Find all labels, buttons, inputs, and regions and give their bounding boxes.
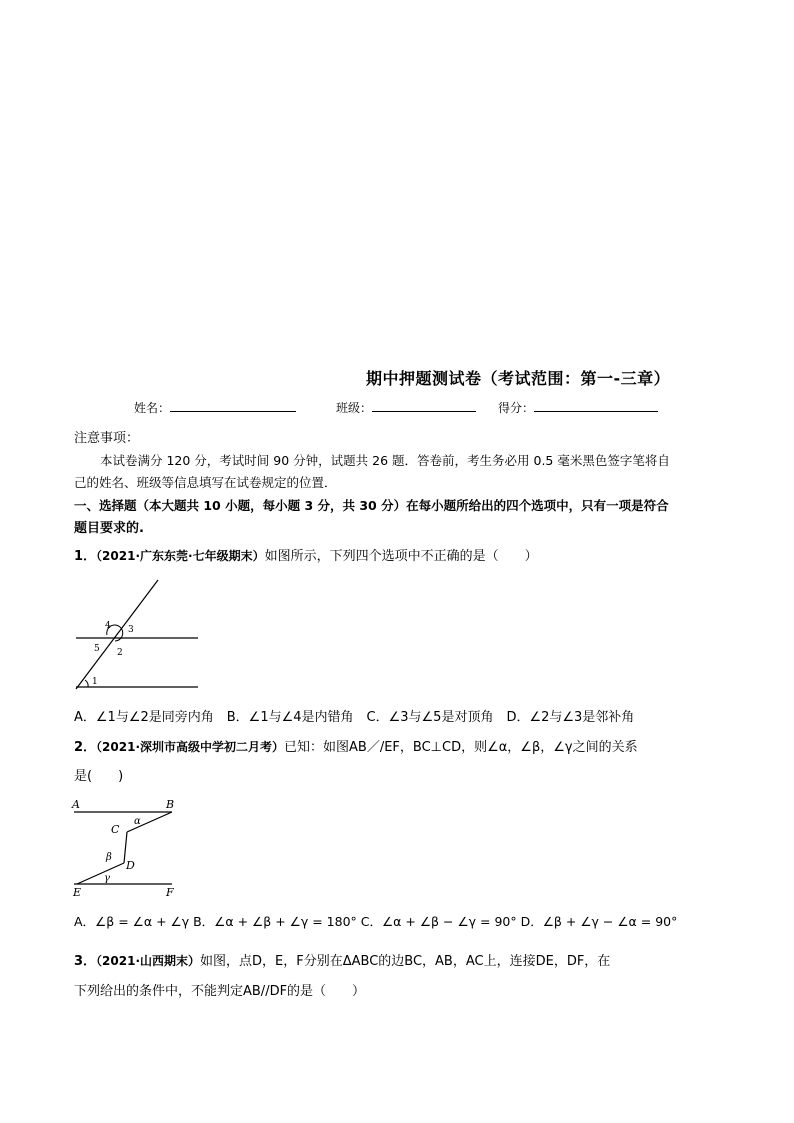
q2-segment-de [77,863,124,884]
q2-label-f: F [166,886,174,899]
name-label: 姓名： [134,401,171,415]
q2-label-d: D [126,859,135,872]
score-label: 得分： [498,401,535,415]
notice-heading: 注意事项： [74,431,140,446]
q2-label-gamma: γ [104,873,110,884]
class-blank[interactable] [372,399,476,412]
q2-label-b: B [166,798,175,811]
class-field[interactable] [336,399,476,416]
question-2-number: 2． [74,740,97,755]
question-2-text: 已知：如图AB／/EF，BC⊥CD，则∠α，∠β，∠γ之间的关系 [284,740,638,755]
exam-title: 期中押题测试卷（考试范围：第一-三章） [366,369,671,388]
notice-line-2: 己的姓名、班级等信息填写在试卷规定的位置． [74,475,337,490]
notice-line-1: 本试卷满分 120 分，考试时间 90 分钟，试题共 26 题．答卷前，考生务必用 0.5 毫米黑色签字笔将自 [100,453,670,468]
question-3-line-1 [74,950,610,973]
q2-label-alpha: α [134,816,141,827]
name-blank[interactable] [170,399,296,412]
section-heading-line-2: 题目要求的. [74,521,144,536]
question-2-line-2: 是( ) [74,769,124,784]
q2-label-c: C [111,823,120,836]
question-1 [74,545,538,568]
question-1-text: 如图所示，下列四个选项中不正确的是（ ） [264,549,538,564]
question-2-source: （2021·深圳市高级中学初二月考） [96,740,285,754]
question-2-line-1 [74,736,638,759]
q2-label-beta: β [106,852,112,863]
q1-label-5: 5 [94,644,100,654]
question-3-number: 3． [74,954,97,969]
question-2-options: A．∠β = ∠α + ∠γ B．∠α + ∠β + ∠γ = 180° C．∠α + ∠β − ∠γ = 90° D．∠β + ∠γ − ∠α = 90° [74,914,678,929]
q1-label-4: 4 [105,621,111,631]
question-1-source: （2021·广东东莞·七年级期末） [96,549,265,563]
q2-label-a: A [72,798,80,811]
q2-label-e: E [73,886,82,899]
question-2-figure [70,795,185,900]
question-3-source: （2021·山西期末） [96,954,201,968]
q1-label-1: 1 [92,677,98,687]
question-3-text: 如图，点D，E，F分别在ΔABC的边BC，AB，AC上，连接DE，DF，在 [200,954,611,969]
class-label: 班级： [336,401,373,415]
question-1-figure [70,578,205,693]
question-1-options: A．∠1与∠2是同旁内角 B．∠1与∠4是内错角 C．∠3与∠5是对顶角 D．∠2与∠3是邻补角 [74,710,635,725]
q1-transversal [76,580,158,689]
score-blank[interactable] [534,399,658,412]
name-field[interactable] [134,399,296,416]
section-heading-line-1: 一、选择题（本大题共 10 小题，每小题 3 分，共 30 分）在每小题所给出的四个选项中，只有一项是符合 [74,498,669,513]
q1-label-2: 2 [117,648,123,658]
q1-angle-1-arc [85,680,88,687]
question-3-line-2: 下列给出的条件中，不能判定AB//DF的是（ ） [74,984,366,999]
question-1-number: 1． [74,549,97,564]
score-field[interactable] [498,399,658,416]
q1-label-3: 3 [128,625,134,635]
